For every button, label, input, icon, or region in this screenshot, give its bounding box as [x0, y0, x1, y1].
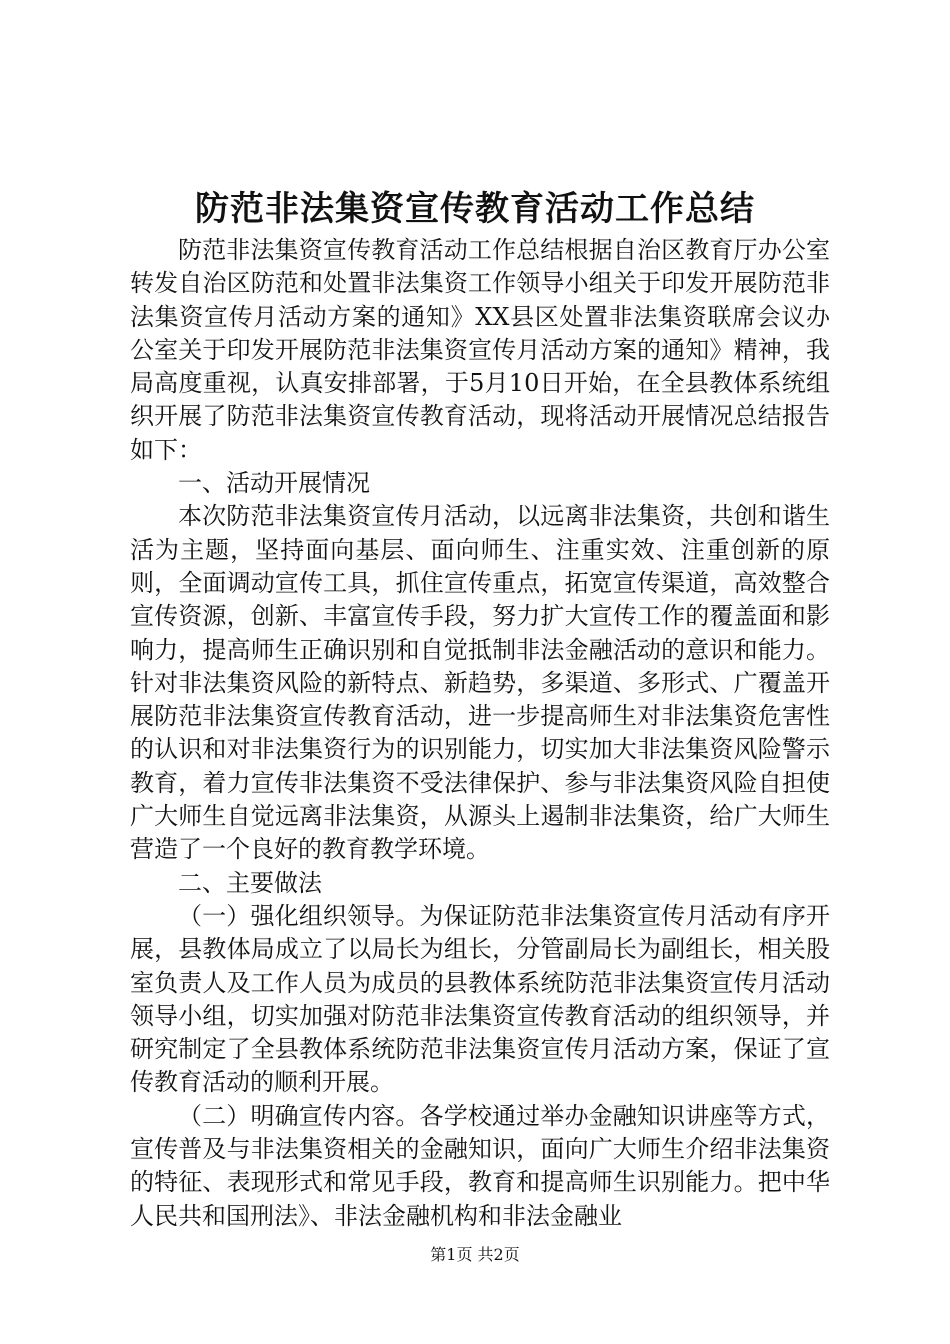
subsection-1-paragraph: （一）强化组织领导。为保证防范非法集资宣传月活动有序开展，县教体局成立了以局长为组长，分管副局长为副组长，相关股室负责人及工作人员为成员的县教体系统防范非法集资宣传月活动领导小组，切实加强对防范非法集资宣传教育活动的组织领导，并研究制定了全县教体系统防范非法集资宣传月活动方案，保证了宣传教育活动的顺利开展。 [130, 901, 830, 1097]
intro-paragraph: 防范非法集资宣传教育活动工作总结根据自治区教育厅办公室转发自治区防范和处置非法集资工作领导小组关于印发开展防范非法集资宣传月活动方案的通知》XX县区处置非法集资联席会议办公室关于印发开展防范非法集资宣传月活动方案的通知》精神，我局高度重视，认真安排部署，于5月10日开始，在全县教体系统组织开展了防范非法集资宣传教育活动，现将活动开展情况总结报告如下： [130, 236, 830, 464]
subsection-2-paragraph: （二）明确宣传内容。各学校通过举办金融知识讲座等方式，宣传普及与非法集资相关的金融知识，面向广大师生介绍非法集资的特征、表现形式和常见手段，教育和提高师生识别能力。把中华人民共和国刑法》、非法金融机构和非法金融业 [130, 1101, 830, 1230]
section-heading-1: 一、活动开展情况 [178, 469, 370, 498]
document-body [130, 234, 830, 1233]
section-1-paragraph: 本次防范非法集资宣传月活动，以远离非法集资，共创和谐生活为主题，坚持面向基层、面向师生、注重实效、注重创新的原则，全面调动宣传工具，抓住宣传重点，拓宽宣传渠道，高效整合宣传资源，创新、丰富宣传手段，努力扩大宣传工作的覆盖面和影响力，提高师生正确识别和自觉抵制非法金融活动的意识和能力。针对非法集资风险的新特点、新趋势，多渠道、多形式、广覆盖开展防范非法集资宣传教育活动，进一步提高师生对非法集资危害性的认识和对非法集资行为的识别能力，切实加大非法集资风险警示教育，着力宣传非法集资不受法律保护、参与非法集资风险自担使广大师生自觉远离非法集资，从源头上遏制非法集资，给广大师生营造了一个良好的教育教学环境。 [130, 502, 830, 864]
section-heading-2: 二、主要做法 [178, 868, 322, 897]
page-number-footer: 第1页 共2页 [430, 1245, 520, 1264]
document-title: 防范非法集资宣传教育活动工作总结 [195, 189, 755, 229]
